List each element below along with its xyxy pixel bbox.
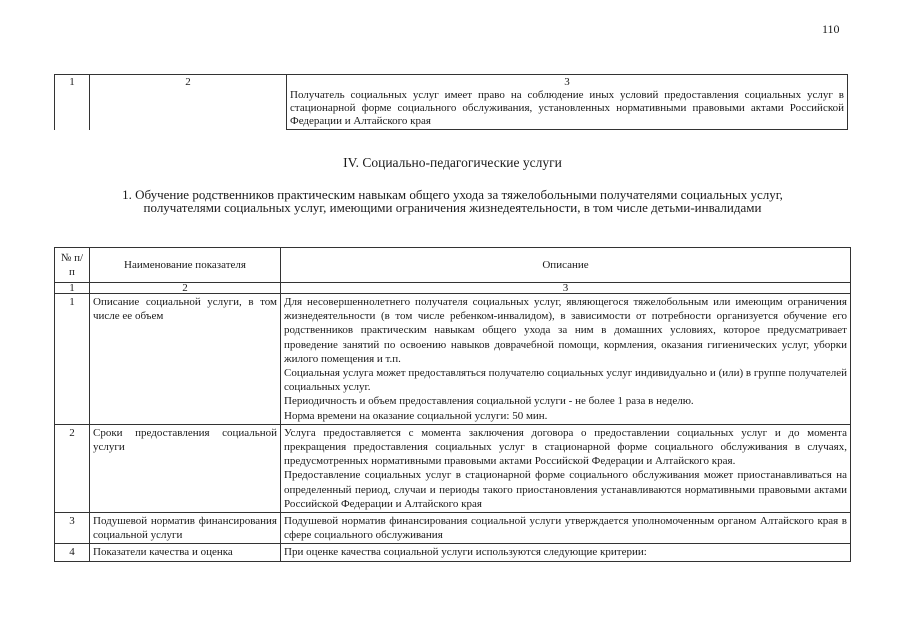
description-paragraph: Социальная услуга может предоставляться получателю социальных услуг индивидуально и (или) в группе получателей социальных услуг. <box>284 367 847 394</box>
top-table-col3: 3 <box>564 76 570 88</box>
row-number: 3 <box>55 513 90 544</box>
top-table-text: Получатель социальных услуг имеет право на соблюдение иных условий предоставления социальных услуг в стационарной форме социального обслуживания, установленных нормативными правовыми актами Российской Федерации и Алтайского края <box>290 89 844 127</box>
description-paragraph: Услуга предоставляется с момента заключения договора о предоставлении социальных услуг и до момента прекращения предоставления социальных услуг в стационарной форме социального обслуживания в случаях, предусмотренных нормативными правовыми актами Российской Федерации и Алтайского края. <box>284 426 847 468</box>
description-paragraph: Для несовершеннолетнего получателя социальных услуг, являющегося тяжелобольным или имеющим ограничения жизнедеятельности (в том числе ребенком-инвалидом), в зависимости от потребности организуется обучение его родственников практическим навыкам общего ухода за ним в домашних условиях, которое предусматривает проведение занятий по освоению навыков доврачебной помощи, кормления, оказания гигиенических услуг, уборки жилого помещения и т.п. <box>284 296 847 365</box>
header-description: Описание <box>281 248 851 283</box>
row-description <box>281 294 851 425</box>
table-row <box>55 294 851 425</box>
header-number: № п/п <box>55 248 90 283</box>
row-description <box>281 424 851 512</box>
index-cell-2: 2 <box>90 283 281 294</box>
description-paragraph: Норма времени на оказание социальной услуги: 50 мин. <box>284 409 548 422</box>
row-description <box>281 513 851 544</box>
previous-table-fragment <box>54 74 848 130</box>
service-table <box>54 247 851 562</box>
row-name: Показатели качества и оценка <box>90 544 281 561</box>
row-number: 2 <box>55 424 90 512</box>
description-paragraph: Периодичность и объем предоставления социальной услуги - не более 1 раза в неделю. <box>284 395 694 408</box>
row-name: Подушевой норматив финансирования социальной услуги <box>90 513 281 544</box>
table-row <box>55 513 851 544</box>
row-number: 4 <box>55 544 90 561</box>
section-heading: IV. Социально-педагогические услуги <box>343 155 562 170</box>
row-description <box>281 544 851 561</box>
top-table-col2: 2 <box>90 75 287 130</box>
page-number: 110 <box>822 22 840 36</box>
row-name: Сроки предоставления социальной услуги <box>90 424 281 512</box>
service-title: 1. Обучение родственников практическим навыкам общего ухода за тяжелобольными получателями социальных услуг, получателями социальных услуг, имеющими ограничения жизнедеятельности, в том числе детьми-инвалидами <box>122 187 783 215</box>
header-indicator-name: Наименование показателя <box>90 248 281 283</box>
top-table-col1: 1 <box>55 75 90 130</box>
description-paragraph: Предоставление социальных услуг в стационарной форме социального обслуживания может приостанавливаться на определенный период, случаи и периоды такого приостановления устанавливаются нормативными правовыми актами Российской Федерации и Алтайского края <box>284 469 847 510</box>
table-row <box>55 424 851 512</box>
index-cell-3: 3 <box>281 283 851 294</box>
index-row <box>55 283 851 294</box>
index-cell-1: 1 <box>55 283 90 294</box>
table-row <box>55 544 851 561</box>
row-number: 1 <box>55 294 90 425</box>
row-name: Описание социальной услуги, в том числе ее объем <box>90 294 281 425</box>
description-paragraph: Подушевой норматив финансирования социальной услуги утверждается уполномоченным органом Алтайского края в сфере социального обслуживания <box>284 515 847 542</box>
description-paragraph: При оценке качества социальной услуги используются следующие критерии: <box>284 546 647 559</box>
